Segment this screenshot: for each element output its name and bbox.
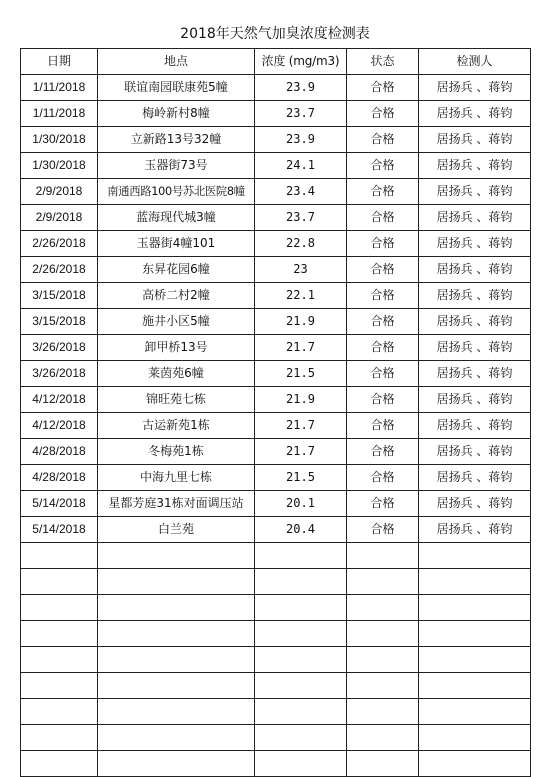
cell-date[interactable]: 2/26/2018 xyxy=(21,257,98,283)
empty-cell[interactable] xyxy=(255,569,347,595)
cell-location[interactable]: 古运新苑1栋 xyxy=(98,413,255,439)
empty-cell[interactable] xyxy=(419,543,531,569)
table-row xyxy=(21,491,531,517)
cell-location[interactable]: 玉器街4幢101 xyxy=(98,231,255,257)
cell-location[interactable]: 梅岭新村8幢 xyxy=(98,101,255,127)
empty-cell[interactable] xyxy=(255,595,347,621)
cell-location[interactable]: 中海九里七栋 xyxy=(98,465,255,491)
empty-cell[interactable] xyxy=(347,569,419,595)
header-location[interactable]: 地点 xyxy=(98,49,255,75)
table-row xyxy=(21,413,531,439)
empty-row xyxy=(21,725,531,751)
cell-inspector[interactable]: 居扬兵 、蒋钧 xyxy=(419,309,531,335)
empty-cell[interactable] xyxy=(347,725,419,751)
cell-location[interactable]: 卸甲桥13号 xyxy=(98,335,255,361)
header-inspector[interactable]: 检测人 xyxy=(419,49,531,75)
empty-cell[interactable] xyxy=(98,699,255,725)
cell-location[interactable]: 白兰苑 xyxy=(98,517,255,543)
cell-status[interactable]: 合格 xyxy=(347,413,419,439)
cell-concentration[interactable]: 21.7 xyxy=(255,439,347,465)
cell-date[interactable]: 4/28/2018 xyxy=(21,439,98,465)
table-row xyxy=(21,153,531,179)
cell-concentration[interactable]: 23.4 xyxy=(255,179,347,205)
cell-location[interactable]: 施井小区5幢 xyxy=(98,309,255,335)
cell-status[interactable]: 合格 xyxy=(347,361,419,387)
cell-status[interactable]: 合格 xyxy=(347,257,419,283)
empty-cell[interactable] xyxy=(21,673,98,699)
sheet-title: 2018年天然气加臭浓度检测表 xyxy=(180,26,370,42)
empty-cell[interactable] xyxy=(255,725,347,751)
empty-row xyxy=(21,647,531,673)
empty-cell[interactable] xyxy=(347,595,419,621)
empty-cell[interactable] xyxy=(419,595,531,621)
cell-inspector[interactable]: 居扬兵 、蒋钧 xyxy=(419,465,531,491)
empty-cell[interactable] xyxy=(419,647,531,673)
cell-date[interactable]: 2/26/2018 xyxy=(21,231,98,257)
cell-inspector[interactable]: 居扬兵 、蒋钧 xyxy=(419,231,531,257)
empty-cell[interactable] xyxy=(419,569,531,595)
empty-row xyxy=(21,595,531,621)
cell-location[interactable]: 东昇花园6幢 xyxy=(98,257,255,283)
empty-cell[interactable] xyxy=(21,725,98,751)
cell-concentration[interactable]: 23 xyxy=(255,257,347,283)
cell-inspector[interactable]: 居扬兵 、蒋钧 xyxy=(419,335,531,361)
cell-status[interactable]: 合格 xyxy=(347,283,419,309)
empty-cell[interactable] xyxy=(419,699,531,725)
cell-location[interactable]: 莱茵苑6幢 xyxy=(98,361,255,387)
table-row xyxy=(21,283,531,309)
cell-inspector[interactable]: 居扬兵 、蒋钧 xyxy=(419,257,531,283)
cell-date[interactable]: 5/14/2018 xyxy=(21,517,98,543)
cell-date[interactable]: 4/12/2018 xyxy=(21,387,98,413)
empty-cell[interactable] xyxy=(21,543,98,569)
cell-inspector[interactable]: 居扬兵 、蒋钧 xyxy=(419,361,531,387)
cell-date[interactable]: 3/26/2018 xyxy=(21,335,98,361)
empty-row xyxy=(21,543,531,569)
cell-concentration[interactable]: 22.1 xyxy=(255,283,347,309)
cell-date[interactable]: 1/30/2018 xyxy=(21,153,98,179)
table-row xyxy=(21,231,531,257)
table-row xyxy=(21,517,531,543)
cell-inspector[interactable]: 居扬兵 、蒋钧 xyxy=(419,283,531,309)
empty-cell[interactable] xyxy=(419,621,531,647)
cell-date[interactable]: 3/15/2018 xyxy=(21,283,98,309)
cell-concentration[interactable]: 21.9 xyxy=(255,309,347,335)
header-date[interactable]: 日期 xyxy=(21,49,98,75)
empty-cell[interactable] xyxy=(21,751,98,777)
empty-row xyxy=(21,751,531,777)
table-row xyxy=(21,75,531,101)
empty-cell[interactable] xyxy=(255,543,347,569)
inspection-table xyxy=(20,48,531,777)
cell-inspector[interactable]: 居扬兵 、蒋钧 xyxy=(419,387,531,413)
cell-inspector[interactable]: 居扬兵 、蒋钧 xyxy=(419,153,531,179)
table-row xyxy=(21,465,531,491)
cell-status[interactable]: 合格 xyxy=(347,465,419,491)
empty-cell[interactable] xyxy=(21,647,98,673)
cell-date[interactable]: 3/15/2018 xyxy=(21,309,98,335)
empty-cell[interactable] xyxy=(21,621,98,647)
header-concentration[interactable]: 浓度 (mg/m3) xyxy=(255,49,347,75)
cell-date[interactable]: 5/14/2018 xyxy=(21,491,98,517)
empty-row xyxy=(21,673,531,699)
empty-cell[interactable] xyxy=(419,673,531,699)
table-row xyxy=(21,101,531,127)
cell-concentration[interactable]: 23.9 xyxy=(255,75,347,101)
empty-cell[interactable] xyxy=(98,725,255,751)
table-row xyxy=(21,309,531,335)
cell-date[interactable]: 4/28/2018 xyxy=(21,465,98,491)
cell-concentration[interactable]: 20.1 xyxy=(255,491,347,517)
cell-inspector[interactable]: 居扬兵 、蒋钧 xyxy=(419,517,531,543)
cell-location[interactable]: 锦旺苑七栋 xyxy=(98,387,255,413)
cell-concentration[interactable]: 21.5 xyxy=(255,361,347,387)
cell-concentration[interactable]: 20.4 xyxy=(255,517,347,543)
cell-concentration[interactable]: 22.8 xyxy=(255,231,347,257)
empty-cell[interactable] xyxy=(255,751,347,777)
cell-date[interactable]: 2/9/2018 xyxy=(21,205,98,231)
empty-row xyxy=(21,699,531,725)
empty-cell[interactable] xyxy=(21,699,98,725)
empty-cell[interactable] xyxy=(21,569,98,595)
cell-date[interactable]: 1/30/2018 xyxy=(21,127,98,153)
table-row xyxy=(21,335,531,361)
cell-status[interactable]: 合格 xyxy=(347,309,419,335)
empty-cell[interactable] xyxy=(347,543,419,569)
cell-location[interactable]: 联谊南园联康苑5幢 xyxy=(98,75,255,101)
empty-cell[interactable] xyxy=(98,621,255,647)
empty-cell[interactable] xyxy=(98,569,255,595)
empty-row xyxy=(21,621,531,647)
cell-date[interactable]: 3/26/2018 xyxy=(21,361,98,387)
empty-cell[interactable] xyxy=(255,699,347,725)
cell-inspector[interactable]: 居扬兵 、蒋钧 xyxy=(419,127,531,153)
empty-cell[interactable] xyxy=(21,595,98,621)
empty-cell[interactable] xyxy=(419,725,531,751)
empty-cell[interactable] xyxy=(347,699,419,725)
empty-cell[interactable] xyxy=(255,647,347,673)
cell-date[interactable]: 1/11/2018 xyxy=(21,101,98,127)
cell-status[interactable]: 合格 xyxy=(347,387,419,413)
cell-location[interactable]: 立新路13号32幢 xyxy=(98,127,255,153)
cell-concentration[interactable]: 23.7 xyxy=(255,205,347,231)
cell-status[interactable]: 合格 xyxy=(347,75,419,101)
cell-location[interactable]: 冬梅苑1栋 xyxy=(98,439,255,465)
cell-location[interactable]: 高桥二村2幢 xyxy=(98,283,255,309)
cell-status[interactable]: 合格 xyxy=(347,179,419,205)
cell-inspector[interactable]: 居扬兵 、蒋钧 xyxy=(419,179,531,205)
empty-cell[interactable] xyxy=(347,621,419,647)
cell-location[interactable]: 蓝海现代城3幢 xyxy=(98,205,255,231)
cell-concentration[interactable]: 21.9 xyxy=(255,387,347,413)
table-row xyxy=(21,257,531,283)
table-row xyxy=(21,179,531,205)
cell-location[interactable]: 南通西路100号苏北医院8幢 xyxy=(98,179,255,205)
cell-concentration[interactable]: 21.5 xyxy=(255,465,347,491)
empty-cell[interactable] xyxy=(98,595,255,621)
empty-cell[interactable] xyxy=(98,751,255,777)
cell-location[interactable]: 玉器街73号 xyxy=(98,153,255,179)
table-row xyxy=(21,361,531,387)
cell-concentration[interactable]: 23.9 xyxy=(255,127,347,153)
cell-status[interactable]: 合格 xyxy=(347,439,419,465)
cell-inspector[interactable]: 居扬兵 、蒋钧 xyxy=(419,413,531,439)
empty-cell[interactable] xyxy=(98,673,255,699)
table-row xyxy=(21,439,531,465)
empty-cell[interactable] xyxy=(98,647,255,673)
cell-status[interactable]: 合格 xyxy=(347,153,419,179)
cell-status[interactable]: 合格 xyxy=(347,101,419,127)
cell-inspector[interactable]: 居扬兵 、蒋钧 xyxy=(419,491,531,517)
cell-inspector[interactable]: 居扬兵 、蒋钧 xyxy=(419,439,531,465)
cell-concentration[interactable]: 21.7 xyxy=(255,335,347,361)
cell-status[interactable]: 合格 xyxy=(347,491,419,517)
empty-cell[interactable] xyxy=(255,673,347,699)
cell-concentration[interactable]: 23.7 xyxy=(255,101,347,127)
empty-cell[interactable] xyxy=(419,751,531,777)
table-row xyxy=(21,387,531,413)
header-row xyxy=(21,49,531,75)
cell-status[interactable]: 合格 xyxy=(347,517,419,543)
cell-location[interactable]: 星都芳庭31栋对面调压站 xyxy=(98,491,255,517)
cell-status[interactable]: 合格 xyxy=(347,127,419,153)
table-row xyxy=(21,205,531,231)
empty-cell[interactable] xyxy=(347,673,419,699)
cell-concentration[interactable]: 21.7 xyxy=(255,413,347,439)
cell-date[interactable]: 1/11/2018 xyxy=(21,75,98,101)
table-row xyxy=(21,127,531,153)
empty-cell[interactable] xyxy=(347,647,419,673)
empty-cell[interactable] xyxy=(255,621,347,647)
empty-cell[interactable] xyxy=(98,543,255,569)
cell-date[interactable]: 4/12/2018 xyxy=(21,413,98,439)
cell-date[interactable]: 2/9/2018 xyxy=(21,179,98,205)
empty-cell[interactable] xyxy=(347,751,419,777)
cell-inspector[interactable]: 居扬兵 、蒋钧 xyxy=(419,205,531,231)
cell-concentration[interactable]: 24.1 xyxy=(255,153,347,179)
cell-inspector[interactable]: 居扬兵 、蒋钧 xyxy=(419,75,531,101)
cell-inspector[interactable]: 居扬兵 、蒋钧 xyxy=(419,101,531,127)
empty-row xyxy=(21,569,531,595)
cell-status[interactable]: 合格 xyxy=(347,205,419,231)
header-status[interactable]: 状态 xyxy=(347,49,419,75)
cell-status[interactable]: 合格 xyxy=(347,335,419,361)
cell-status[interactable]: 合格 xyxy=(347,231,419,257)
